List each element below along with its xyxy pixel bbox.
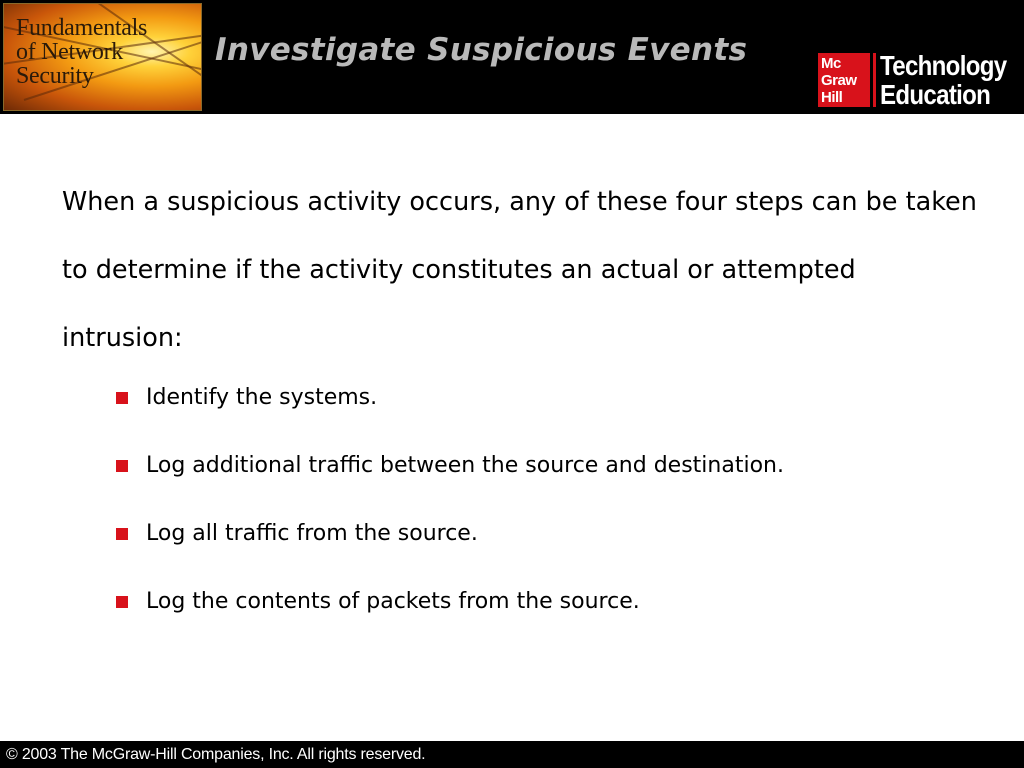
slide-title: Investigate Suspicious Events xyxy=(215,32,748,68)
copyright-notice: © 2003 The McGraw-Hill Companies, Inc. All rights reserved. xyxy=(6,746,426,763)
logo-line-hill: Hill xyxy=(821,89,843,106)
red-square-bullet-icon xyxy=(116,528,128,540)
list-item-text: Identify the systems. xyxy=(146,385,378,410)
mcgraw-hill-logo xyxy=(818,53,870,107)
book-logo-text: Fundamentals of Network Security xyxy=(16,15,148,89)
technology-education-logo-text: Technology Education xyxy=(880,50,1007,110)
intro-paragraph: When a suspicious activity occurs, any of these four steps can be taken to determine if the activity constitutes an actual or attempted intrusion: xyxy=(62,187,977,353)
list-item-text: Log the contents of packets from the source. xyxy=(146,589,640,614)
list-item xyxy=(113,448,784,516)
list-item xyxy=(113,584,784,652)
logo-line-mc: Mc xyxy=(821,55,841,72)
list-item-text: Log all traffic from the source. xyxy=(146,521,478,546)
red-square-bullet-icon xyxy=(116,596,128,608)
logo-divider xyxy=(873,53,876,107)
list-item xyxy=(113,380,784,448)
slide-header xyxy=(0,0,1024,114)
slide-footer xyxy=(0,741,1024,768)
steps-list xyxy=(113,380,784,652)
book-cover-logo xyxy=(3,3,202,111)
list-item xyxy=(113,516,784,584)
red-square-bullet-icon xyxy=(116,392,128,404)
list-item-text: Log additional traffic between the source and destination. xyxy=(146,453,784,478)
logo-line-graw: Graw xyxy=(821,72,857,89)
red-square-bullet-icon xyxy=(116,460,128,472)
